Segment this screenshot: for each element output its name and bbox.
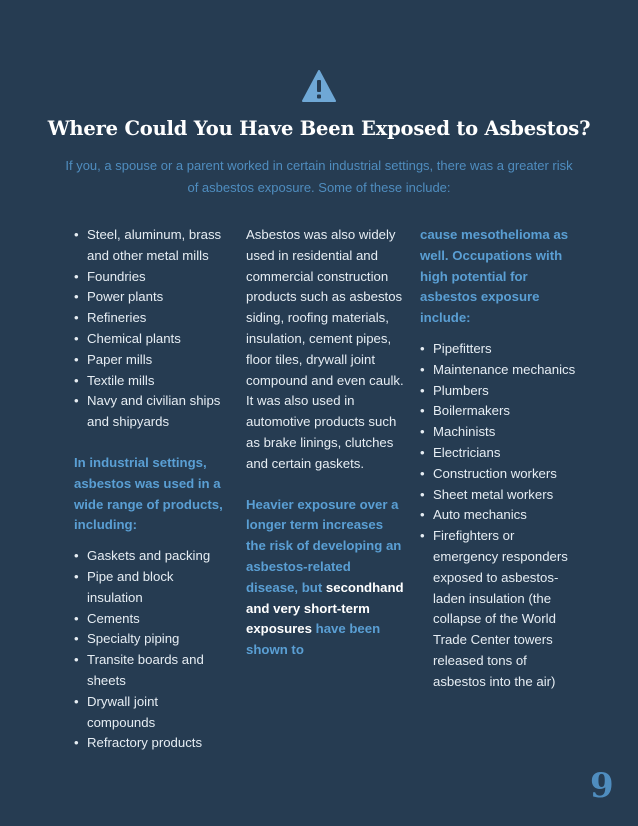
list-item: • Steel, aluminum, brass and other metal mills (74, 225, 224, 267)
list-item: • Firefighters or emergency responders exposed to asbestos-laden insulation (the collapse of the World Trade Center towers released tons of asbestos into the air) (420, 526, 582, 692)
list-item: • Refineries (74, 308, 224, 329)
industrial-settings-list (74, 225, 224, 433)
list-item: • Transite boards and sheets (74, 650, 224, 692)
occupations-list (420, 339, 582, 693)
products-list (74, 546, 224, 754)
list-item: • Drywall joint compounds (74, 692, 224, 734)
list-item: • Cements (74, 609, 224, 630)
warning-icon (302, 70, 336, 102)
list-item: • Plumbers (420, 381, 582, 402)
list-item: • Paper mills (74, 350, 224, 371)
callout-text-white: secondhand and very short-term exposures (246, 579, 404, 637)
exposure-callout (246, 495, 404, 661)
products-heading: In industrial settings, asbestos was used in a wide range of products, including: (74, 454, 223, 533)
list-item: • Foundries (74, 267, 224, 288)
page-title: Where Could You Have Been Exposed to Asbestos? (47, 117, 591, 140)
list-item: • Maintenance mechanics (420, 360, 582, 381)
page-number: 9 (590, 766, 614, 806)
list-item: • Gaskets and packing (74, 546, 224, 567)
list-item: • Auto mechanics (420, 505, 582, 526)
list-item: • Power plants (74, 287, 224, 308)
occupations-heading: cause mesothelioma as well. Occupations with high potential for asbestos exposure include: (420, 227, 569, 326)
list-item: • Refractory products (74, 733, 224, 754)
list-item: • Pipefitters (420, 339, 582, 360)
list-item: • Machinists (420, 422, 582, 443)
list-item: • Boilermakers (420, 401, 582, 422)
list-item: • Navy and civilian ships and shipyards (74, 391, 224, 433)
list-item: • Chemical plants (74, 329, 224, 350)
list-item: • Construction workers (420, 464, 582, 485)
list-item: • Specialty piping (74, 629, 224, 650)
residential-paragraph: Asbestos was also widely used in residential and commercial construction products such as asbestos siding, roofing materials, insulation, cement pipes, floor tiles, drywall joint compound and even caulk. It was also used in automotive products such as brake linings, clutches and certain gaskets. (246, 227, 404, 471)
list-item: • Electricians (420, 443, 582, 464)
callout-text-blue: Heavier exposure over a longer term increases the risk of developing an asbestos-related disease, but (246, 496, 402, 595)
column-2 (246, 225, 404, 661)
intro-subtitle: If you, a spouse or a parent worked in certain industrial settings, there was a greater risk of asbestos exposure. Some of these include: (65, 158, 573, 195)
column-1 (74, 225, 224, 754)
list-item: • Sheet metal workers (420, 485, 582, 506)
list-item: • Pipe and block insulation (74, 567, 224, 609)
column-3 (420, 225, 582, 693)
callout-text-blue-end: have been shown to (246, 621, 381, 658)
list-item: • Textile mills (74, 371, 224, 392)
